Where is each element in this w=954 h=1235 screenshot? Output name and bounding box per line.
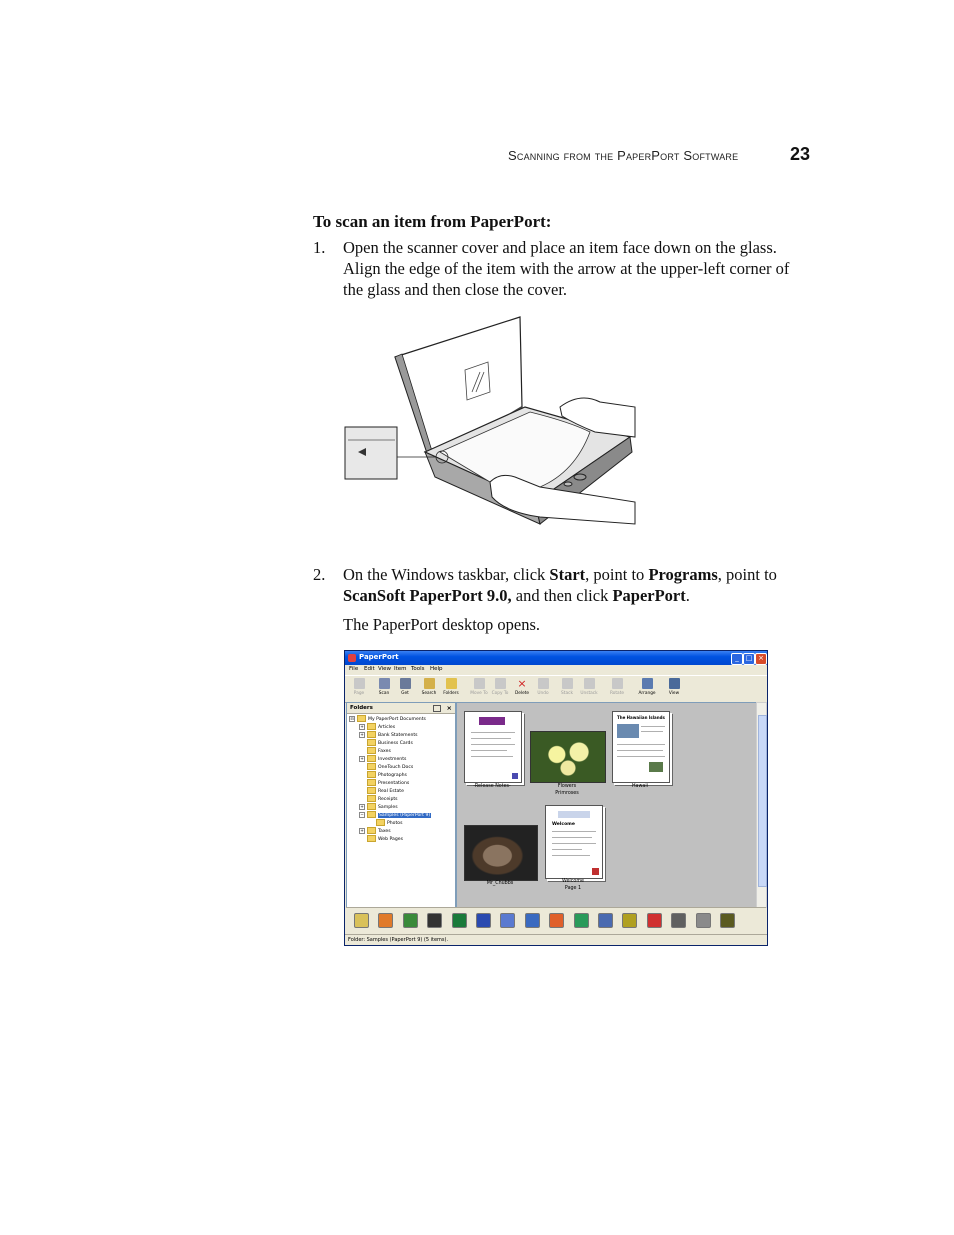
page-icon xyxy=(354,678,365,689)
toolbar xyxy=(345,675,767,703)
folder-icon xyxy=(446,678,457,689)
arrange-icon xyxy=(642,678,653,689)
button-label: Scan xyxy=(378,691,390,696)
text-run: . xyxy=(685,586,690,605)
text-run: and then click xyxy=(511,586,613,605)
document-logo-image xyxy=(558,811,590,818)
tree-node[interactable] xyxy=(376,819,403,827)
folder-icon xyxy=(367,739,376,746)
tree-node[interactable] xyxy=(360,827,391,835)
pin-icon[interactable] xyxy=(433,705,441,712)
ui-term-start: Start xyxy=(549,565,586,584)
item-subcaption: Primroses xyxy=(555,791,579,796)
item-mr-chubbs-photo[interactable] xyxy=(464,825,538,881)
tree-node-label: Faxes xyxy=(378,749,391,754)
stack-button[interactable] xyxy=(557,678,577,700)
folder-icon xyxy=(367,779,376,786)
folder-icon xyxy=(367,795,376,802)
item-hawaii[interactable] xyxy=(612,711,670,783)
view-grid-icon xyxy=(669,678,680,689)
tree-node-label: Articles xyxy=(378,725,396,730)
scan-button[interactable] xyxy=(374,678,394,700)
status-bar xyxy=(345,934,767,945)
button-label: Rotate xyxy=(609,691,625,696)
button-label: Delete xyxy=(514,691,530,696)
folder-icon xyxy=(357,715,366,722)
copy-to-button[interactable] xyxy=(490,678,510,700)
send-to-app-icon[interactable] xyxy=(622,913,637,928)
folders-pane-header xyxy=(347,703,455,714)
maximize-button[interactable]: □ xyxy=(743,653,755,665)
step-line: Align the edge of the item with the arrow at the upper-left corner of xyxy=(343,259,790,278)
title-bar xyxy=(345,651,767,665)
tree-node-label: Samples xyxy=(378,805,398,810)
tree-node[interactable] xyxy=(360,723,396,731)
send-to-app-icon[interactable] xyxy=(354,913,369,928)
send-to-app-icon[interactable] xyxy=(574,913,589,928)
item-flowers-photo[interactable] xyxy=(530,731,606,783)
close-window-button[interactable]: × xyxy=(755,653,767,665)
send-to-app-icon[interactable] xyxy=(476,913,491,928)
text-run: , point to xyxy=(717,565,777,584)
document-photo xyxy=(649,762,663,772)
item-caption: Flowers xyxy=(557,784,577,789)
step-2 xyxy=(313,564,813,608)
tree-node[interactable] xyxy=(360,803,398,811)
send-to-app-icon[interactable] xyxy=(549,913,564,928)
text-run: , point to xyxy=(585,565,649,584)
unstack-icon xyxy=(584,678,595,689)
arrange-button[interactable] xyxy=(637,678,657,700)
paperport-window xyxy=(344,650,768,946)
status-text: Folder: Samples (PaperPort 9) (5 items). xyxy=(348,937,449,943)
folder-icon xyxy=(376,819,385,826)
send-to-app-icon[interactable] xyxy=(403,913,418,928)
minimize-button[interactable]: _ xyxy=(731,653,743,665)
undo-button[interactable] xyxy=(533,678,553,700)
send-to-app-icon[interactable] xyxy=(598,913,613,928)
tree-node[interactable] xyxy=(367,739,413,747)
folder-icon xyxy=(367,771,376,778)
tree-node[interactable] xyxy=(367,835,403,843)
step-1 xyxy=(313,237,813,301)
tree-node-label: Samples (PaperPort 9) xyxy=(379,813,431,818)
expander-icon[interactable]: + xyxy=(360,804,364,809)
expander-icon[interactable]: + xyxy=(360,828,364,833)
send-to-app-icon[interactable] xyxy=(452,913,467,928)
rotate-button[interactable] xyxy=(607,678,627,700)
tree-node-label: Presentations xyxy=(378,781,410,786)
menu-edit[interactable]: Edit xyxy=(364,666,375,672)
tree-node-label: Web Pages xyxy=(378,837,403,842)
send-to-app-icon[interactable] xyxy=(647,913,662,928)
menu-tools[interactable]: Tools xyxy=(411,666,425,672)
tree-node-label: OneTouch Docs xyxy=(378,765,414,770)
tree-node[interactable] xyxy=(367,763,413,771)
ui-term-paperport: PaperPort xyxy=(612,586,686,605)
page-button[interactable] xyxy=(349,678,369,700)
button-label: View xyxy=(668,691,680,696)
desktop-opens-text: The PaperPort desktop opens. xyxy=(343,615,541,634)
step-number: 1. xyxy=(313,238,326,257)
folders-button[interactable] xyxy=(441,678,461,700)
button-label: Unstack xyxy=(580,691,598,696)
item-subcaption: Page 1 xyxy=(564,886,582,891)
button-label: Stack xyxy=(561,691,573,696)
send-to-app-icon[interactable] xyxy=(500,913,515,928)
expander-icon[interactable]: + xyxy=(360,732,364,737)
folder-icon xyxy=(367,755,376,762)
text-run: On the Windows taskbar, click xyxy=(343,565,550,584)
folder-icon xyxy=(367,747,376,754)
folder-icon xyxy=(367,803,376,810)
scanner-illustration xyxy=(340,312,640,544)
tree-node[interactable] xyxy=(367,787,404,795)
button-label: Undo xyxy=(537,691,549,696)
button-label: Get xyxy=(401,691,409,696)
get-button[interactable] xyxy=(395,678,415,700)
document-logo-image xyxy=(479,717,505,725)
send-to-app-icon[interactable] xyxy=(525,913,540,928)
folder-icon xyxy=(367,763,376,770)
close-pane-button[interactable]: × xyxy=(446,704,452,712)
move-to-button[interactable] xyxy=(469,678,489,700)
button-label: Folders xyxy=(443,691,459,696)
menu-item[interactable]: Item xyxy=(394,666,407,672)
tree-node-label: Photographs xyxy=(378,773,407,778)
tree-node-label: Investments xyxy=(378,757,407,762)
folders-pane xyxy=(346,702,456,908)
view-button[interactable] xyxy=(664,678,684,700)
folder-icon xyxy=(367,835,376,842)
send-to-app-icon[interactable] xyxy=(671,913,686,928)
tree-node-label: Real Estate xyxy=(378,789,404,794)
running-header: Scanning from the PaperPort Software xyxy=(508,148,739,163)
item-caption: -Release Notes- xyxy=(473,784,511,789)
menu-file[interactable]: File xyxy=(349,666,359,672)
document-photo xyxy=(617,724,639,738)
step-line xyxy=(343,585,813,606)
move-icon xyxy=(474,678,485,689)
scanner-icon xyxy=(379,678,390,689)
tree-node-label: Photos xyxy=(387,821,403,826)
delete-x-icon: × xyxy=(517,677,527,690)
item-caption: Welcome xyxy=(562,879,584,884)
step-line: Open the scanner cover and place an item face down on the glass. xyxy=(343,238,777,257)
menu-view[interactable]: View xyxy=(378,666,392,672)
step-number: 2. xyxy=(313,565,326,584)
item-caption: Mr_Chubbs xyxy=(486,881,514,886)
stack-icon xyxy=(562,678,573,689)
tree-node[interactable] xyxy=(367,771,407,779)
folder-icon xyxy=(367,787,376,794)
item-caption: Hawaii xyxy=(631,784,649,789)
tree-node[interactable] xyxy=(367,747,391,755)
tree-node-selected[interactable] xyxy=(360,811,431,819)
send-to-app-icon[interactable] xyxy=(378,913,393,928)
button-label: Search xyxy=(421,691,437,696)
expander-icon[interactable]: − xyxy=(360,812,364,817)
step-line xyxy=(343,564,813,585)
page-number: 23 xyxy=(790,144,811,164)
tree-node-label: Business Cards xyxy=(378,741,413,746)
folders-pane-title: Folders xyxy=(350,705,373,711)
expander-icon[interactable]: + xyxy=(360,756,364,761)
delete-button[interactable] xyxy=(512,678,532,700)
button-label: Arrange xyxy=(638,691,656,696)
document-title: Welcome xyxy=(552,822,575,827)
section-title: To scan an item from PaperPort: xyxy=(313,212,552,231)
copy-icon xyxy=(495,678,506,689)
search-button[interactable] xyxy=(419,678,439,700)
tree-node[interactable] xyxy=(367,795,398,803)
tree-node-label: Taxes xyxy=(378,829,391,834)
tree-node[interactable] xyxy=(367,779,409,787)
tree-node-label: My PaperPort Documents xyxy=(368,717,426,722)
send-to-app-icon[interactable] xyxy=(427,913,442,928)
window-title: PaperPort xyxy=(359,653,399,661)
file-type-icon xyxy=(512,773,518,779)
send-to-bar xyxy=(346,907,766,933)
folder-open-icon xyxy=(367,811,376,818)
tree-node[interactable] xyxy=(360,731,418,739)
file-type-icon xyxy=(592,868,599,875)
tree-node[interactable] xyxy=(350,715,426,723)
desktop-area xyxy=(456,702,758,908)
camera-icon xyxy=(400,678,411,689)
ui-term-scansoft: ScanSoft PaperPort 9.0, xyxy=(343,586,512,605)
unstack-button[interactable] xyxy=(579,678,599,700)
tree-node-label: Receipts xyxy=(378,797,398,802)
item-release-notes[interactable] xyxy=(464,711,522,783)
folder-icon xyxy=(367,827,376,834)
vertical-scrollbar[interactable] xyxy=(756,702,767,908)
folder-icon xyxy=(367,731,376,738)
expander-icon[interactable]: ⊟ xyxy=(350,716,354,721)
ui-term-programs: Programs xyxy=(648,565,718,584)
scrollbar-thumb[interactable] xyxy=(758,715,767,887)
step-line: the glass and then close the cover. xyxy=(343,280,568,299)
tree-node-label: Bank Statements xyxy=(378,733,418,738)
rotate-icon xyxy=(612,678,623,689)
item-welcome[interactable] xyxy=(545,805,603,879)
paperport-app-icon xyxy=(348,654,356,662)
tree-node[interactable] xyxy=(360,755,407,763)
document-title: The Hawaiian Islands xyxy=(617,715,665,720)
undo-icon xyxy=(538,678,549,689)
button-label: Move To xyxy=(470,691,488,696)
button-label: Copy To xyxy=(491,691,509,696)
send-to-app-icon[interactable] xyxy=(696,913,711,928)
search-icon xyxy=(424,678,435,689)
button-label: Page xyxy=(353,691,365,696)
expander-icon[interactable]: + xyxy=(360,724,364,729)
folder-icon xyxy=(367,723,376,730)
menu-help[interactable]: Help xyxy=(430,666,443,672)
menu-bar xyxy=(345,665,767,674)
send-to-app-icon[interactable] xyxy=(720,913,735,928)
